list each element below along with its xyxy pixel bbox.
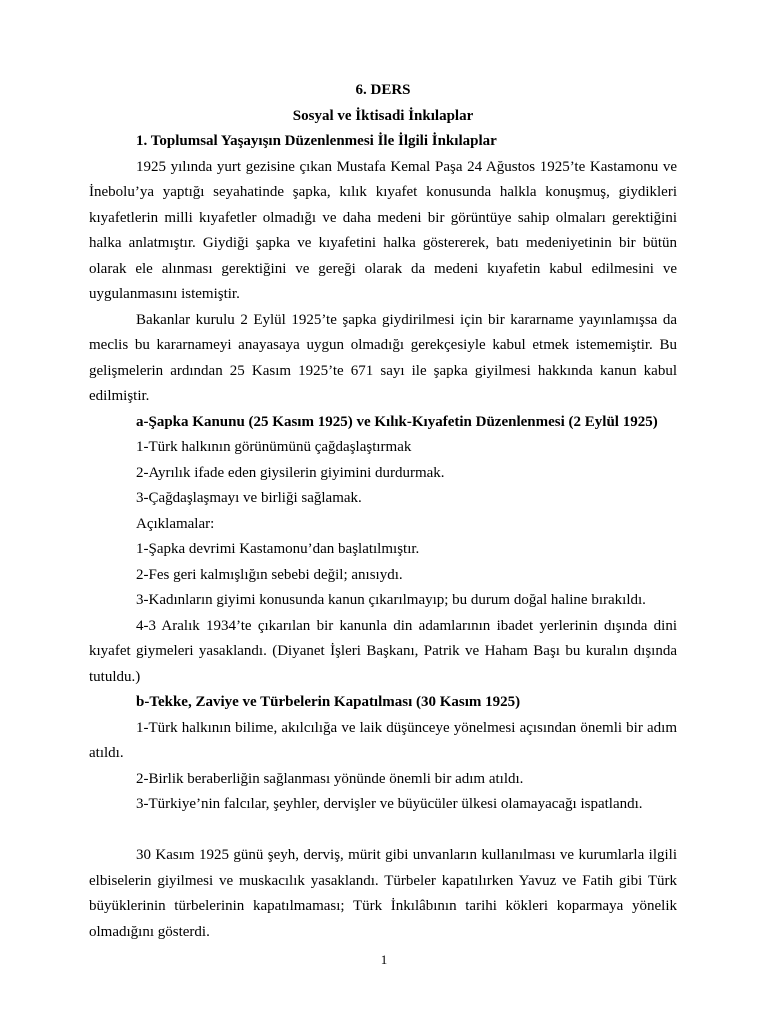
lesson-subtitle: Sosyal ve İktisadi İnkılaplar bbox=[292, 107, 474, 124]
blank-line bbox=[89, 818, 677, 844]
section-a-item-3: 3-Çağdaşlaşmayı ve birliği sağlamak. bbox=[136, 490, 362, 506]
paragraph-1: 1925 yılında yurt gezisine çıkan Mustafa Kemal Paşa 24 Ağustos 1925’te Kastamonu ve İnebolu’ya yaptığı seyahatinde şapka, kılık kıyafet konusunda halkla konuşmuş, giydikleri kıyafetlerin milli kıyafetler olmadığı ve daha medeni bir görüntüye sahip olmaları gerektiğini halka anlatmıştır. Giydiği şapka ve kıyafetini halka göstererek, batı medeniyetinin bir bütün olarak ele alınması gerektiğini ve gereği olarak da medeni kıyafetin kabul edilmesini ve uygulanmasını istemiştir. bbox=[89, 158, 677, 302]
section-a-item-2: 2-Ayrılık ifade eden giysilerin giyimini durdurmak. bbox=[136, 464, 445, 481]
section-b-item-2: 2-Birlik beraberliğin sağlanması yönünde önemli bir adım atıldı. bbox=[136, 770, 524, 787]
section-b-item-3: 3-Türkiye’nin falcılar, şeyhler, dervişler ve büyücüler ülkesi olamayacağı ispatlandı. bbox=[136, 796, 643, 812]
section-a-item-1: 1-Türk halkının görünümünü çağdaşlaştırmak bbox=[136, 439, 412, 455]
explanation-item-3: 3-Kadınların giyimi konusunda kanun çıkarılmayıp; bu durum doğal haline bırakıldı. bbox=[136, 592, 646, 608]
section-1-heading: 1. Toplumsal Yaşayışın Düzenlenmesi İle İlgili İnkılaplar bbox=[136, 133, 497, 149]
section-b-heading: b-Tekke, Zaviye ve Türbelerin Kapatılması (30 Kasım 1925) bbox=[136, 694, 521, 710]
paragraph-2: Bakanlar kurulu 2 Eylül 1925’te şapka giydirilmesi için bir kararname yayınlamışsa da meclis bu kararnameyi anayasaya uygun olmadığı gerekçesiyle kabul etmek istememiştir. Bu gelişmelerin ardından 25 Kasım 1925’te 671 sayı ile şapka giyilmesi hakkında kanun kabul edilmiştir. bbox=[89, 311, 677, 404]
explanation-item-2: 2-Fes geri kalmışlığın sebebi değil; anısıydı. bbox=[136, 566, 403, 583]
page-number: 1 bbox=[380, 952, 388, 967]
document-content bbox=[89, 78, 677, 945]
section-b-item-1: 1-Türk halkının bilime, akılcılığa ve laik düşünceye yönelmesi açısından önemli bir adım atıldı. bbox=[89, 719, 677, 761]
lesson-title: 6. DERS bbox=[355, 82, 411, 98]
section-a-heading: a-Şapka Kanunu (25 Kasım 1925) ve Kılık-Kıyafetin Düzenlenmesi (2 Eylül 1925) bbox=[136, 413, 658, 430]
explanations-label: Açıklamalar: bbox=[136, 515, 215, 532]
paragraph-3: 4-3 Aralık 1934’te çıkarılan bir kanunla din adamlarının ibadet yerlerinin dışında dini kıyafet giymeleri yasaklandı. (Diyanet İşleri Başkanı, Patrik ve Haham Başı bu kuralın dışında tutuldu.) bbox=[89, 617, 677, 685]
explanation-item-1: 1-Şapka devrimi Kastamonu’dan başlatılmıştır. bbox=[136, 541, 420, 557]
paragraph-4: 30 Kasım 1925 günü şeyh, derviş, mürit gibi unvanların kullanılması ve kurumlarla ilgili elbiselerin giyilmesi ve muskacılık yasaklandı. Türbeler kapatılırken Yavuz ve Fatih gibi Türk büyüklerinin türbelerinin kapatılmaması; Türk İnkılâbının tarihi kökleri koparmaya yönelik olmadığını gösterdi. bbox=[89, 847, 677, 940]
